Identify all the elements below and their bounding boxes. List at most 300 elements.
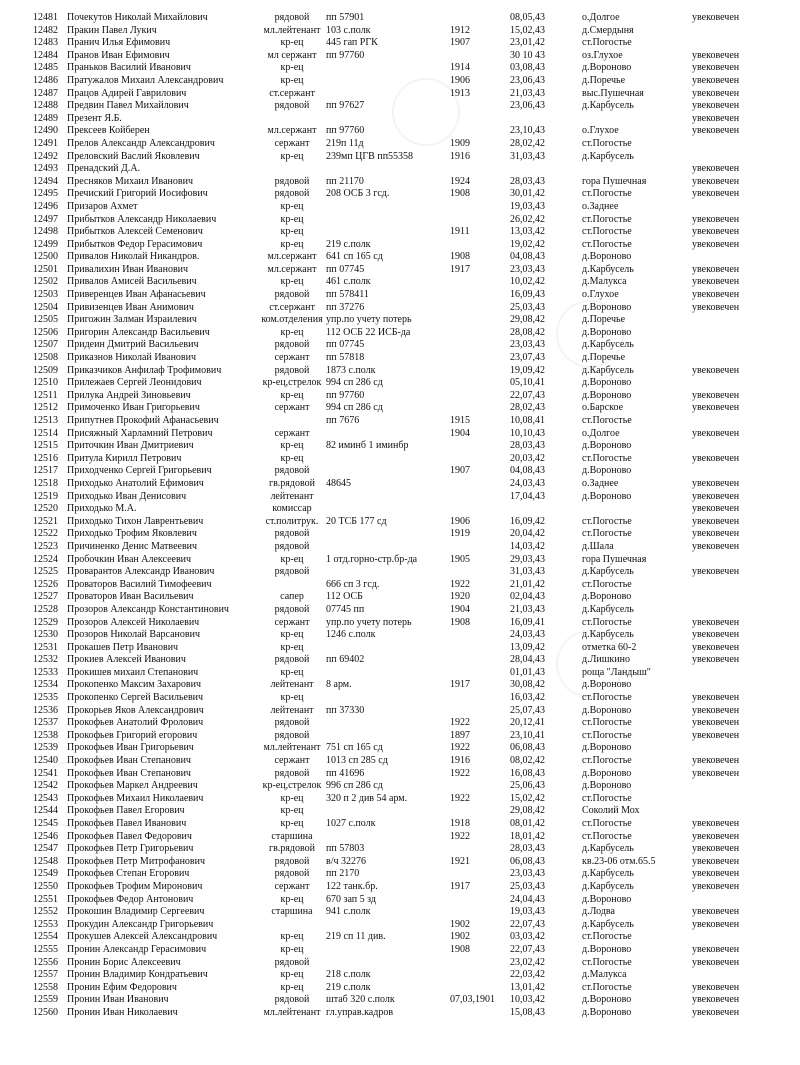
- military-unit: пп 2170: [326, 868, 360, 880]
- birth-year: 1922: [450, 742, 470, 754]
- birth-year: 1909: [450, 137, 470, 149]
- death-date: 28,02,43: [510, 402, 545, 414]
- death-date: 06,08,43: [510, 742, 545, 754]
- full-name: Прокофьев Павел Егорович: [67, 805, 185, 817]
- burial-place: ст.Погостье: [582, 37, 632, 49]
- record-number: 12498: [33, 226, 58, 238]
- burial-place: д.Вороново: [582, 377, 632, 389]
- memorial-status: увековечен: [692, 12, 740, 23]
- rank: кр-ец: [280, 440, 304, 452]
- rank: сержант: [274, 137, 310, 149]
- burial-place: ст.Погостье: [582, 528, 632, 540]
- death-date: 23,06,43: [510, 74, 545, 86]
- full-name: Прибытков Федор Герасимович: [67, 238, 203, 250]
- military-unit: 219 сп 11 див.: [326, 931, 386, 943]
- death-date: 08,01,42: [510, 818, 545, 829]
- memorial-status: увековечен: [692, 49, 740, 61]
- rank: лейтенант: [270, 704, 314, 716]
- burial-place: д.Вороново: [582, 326, 632, 338]
- rank: мл.сержант: [267, 125, 317, 137]
- rank: кр-ец: [280, 452, 304, 464]
- birth-year: 1922: [450, 830, 470, 842]
- rank: рядовой: [274, 868, 310, 880]
- death-date: 15,02,43: [510, 24, 545, 36]
- death-date: 28,03,43: [510, 843, 545, 855]
- birth-year: 1908: [450, 943, 470, 955]
- full-name: Прокофьев Маркел Андреевич: [67, 780, 198, 792]
- burial-place: д.Вороново: [582, 767, 632, 779]
- memorial-status: увековечен: [692, 175, 740, 187]
- table-row: [0, 919, 800, 932]
- birth-year: 1919: [450, 528, 470, 540]
- record-number: 12493: [33, 163, 58, 175]
- full-name: Прокишев михаил Степанович: [67, 666, 199, 678]
- memorial-status: увековечен: [692, 704, 740, 716]
- memorial-status: увековечен: [692, 112, 740, 124]
- record-number: 12551: [33, 893, 58, 905]
- memorial-status: увековечен: [692, 213, 740, 225]
- record-number: 12547: [33, 843, 58, 855]
- full-name: Причиненко Денис Матвеевич: [67, 540, 198, 552]
- rank: мл.сержант: [267, 263, 317, 275]
- memorial-status: увековечен: [692, 74, 740, 86]
- burial-place: ст.Погостье: [582, 238, 632, 250]
- full-name: Презент Я.Б.: [67, 112, 122, 124]
- death-date: 01,01,43: [510, 666, 545, 678]
- record-number: 12526: [33, 578, 58, 590]
- military-unit: пп 57901: [326, 12, 365, 23]
- full-name: Пронин Ефим Федорович: [67, 981, 177, 993]
- burial-place: ст.Погостье: [582, 981, 632, 993]
- burial-place: д.Вороново: [582, 465, 632, 477]
- table-row: [0, 894, 800, 907]
- death-date: 23,01,42: [510, 37, 545, 49]
- record-number: 12538: [33, 729, 58, 741]
- table-row: [0, 579, 800, 592]
- memorial-status: увековечен: [692, 906, 740, 918]
- full-name: Прексеев Койберен: [67, 125, 150, 137]
- record-number: 12550: [33, 880, 58, 892]
- burial-place: д.Лишкино: [582, 654, 630, 666]
- death-date: 19,03,43: [510, 906, 545, 918]
- death-date: 23,02,42: [510, 956, 545, 968]
- birth-year: 1902: [450, 931, 470, 943]
- table-row: [0, 629, 800, 642]
- death-date: 21,03,43: [510, 87, 545, 99]
- memorial-status: увековечен: [692, 276, 740, 288]
- table-row: [0, 831, 800, 844]
- death-date: 30 10 43: [510, 49, 545, 61]
- record-number: 12481: [33, 12, 58, 23]
- burial-place: ст.Погостье: [582, 818, 632, 829]
- rank: кр-ец: [280, 805, 304, 817]
- record-number: 12510: [33, 377, 58, 389]
- death-date: 16,08,43: [510, 767, 545, 779]
- military-unit: 445 гап РГК: [326, 37, 378, 49]
- rank: ст.политрук.: [265, 515, 319, 527]
- rank: рядовой: [274, 175, 310, 187]
- table-row: [0, 491, 800, 504]
- table-row: [0, 944, 800, 957]
- record-number: 12482: [33, 24, 58, 36]
- death-date: 16,09,43: [510, 289, 545, 301]
- military-unit: пп 97627: [326, 100, 365, 112]
- full-name: Присяжный Харламний Петрович: [67, 427, 213, 439]
- full-name: Пратужалов Михаил Александрович: [67, 74, 224, 86]
- military-unit: 219 с.полк: [326, 981, 371, 993]
- burial-place: ст.Погостье: [582, 717, 632, 729]
- record-number: 12531: [33, 641, 58, 653]
- death-date: 16,09,42: [510, 515, 545, 527]
- table-row: [0, 856, 800, 869]
- table-row: [0, 176, 800, 189]
- record-number: 12496: [33, 200, 58, 212]
- table-row: [0, 138, 800, 151]
- rank: сержант: [274, 352, 310, 364]
- military-unit: пп 41696: [326, 767, 365, 779]
- full-name: Прилука Андрей Зиновьевич: [67, 389, 191, 401]
- full-name: Пранич Илья Ефимович: [67, 37, 171, 49]
- burial-place: д.Карбусель: [582, 629, 634, 641]
- death-date: 25,03,43: [510, 301, 545, 313]
- burial-place: д.Смердыня: [582, 24, 634, 36]
- full-name: Прокошин Владимир Сергеевич: [67, 906, 205, 918]
- death-date: 10,03,42: [510, 994, 545, 1006]
- burial-place: д.Вороново: [582, 943, 632, 955]
- rank: ст.сержант: [269, 301, 315, 313]
- record-number: 12532: [33, 654, 58, 666]
- death-date: 05,10,41: [510, 377, 545, 389]
- rank: мл.лейтенант: [263, 1006, 321, 1018]
- burial-place: ст.Погостье: [582, 931, 632, 943]
- burial-place: д.Вороново: [582, 679, 632, 691]
- memorial-status: увековечен: [692, 515, 740, 527]
- full-name: Пронин Владимир Кондратьевич: [67, 969, 208, 981]
- table-row: [0, 302, 800, 315]
- full-name: Прибытков Александр Николаевич: [67, 213, 217, 225]
- table-row: [0, 264, 800, 277]
- death-date: 25,03,43: [510, 880, 545, 892]
- death-date: 20,12,41: [510, 717, 545, 729]
- burial-place: ст.Погостье: [582, 226, 632, 238]
- military-unit: 666 сп 3 гсд.: [326, 578, 380, 590]
- death-date: 23,10,43: [510, 125, 545, 137]
- military-unit: пп 97760: [326, 389, 365, 401]
- record-number: 12552: [33, 906, 58, 918]
- rank: рядовой: [274, 528, 310, 540]
- full-name: Примоченко Иван Григорьевич: [67, 402, 200, 414]
- record-number: 12553: [33, 918, 58, 930]
- death-date: 24,03,43: [510, 477, 545, 489]
- memorial-status: увековечен: [692, 477, 740, 489]
- rank: сержант: [274, 402, 310, 414]
- military-unit: упр.по учету потерь: [326, 616, 412, 628]
- death-date: 22,07,43: [510, 943, 545, 955]
- military-unit: 941 с.полк: [326, 906, 371, 918]
- burial-place: д.Карбусель: [582, 868, 634, 880]
- full-name: Преловский Васлий Яковлевич: [67, 150, 200, 162]
- memorial-status: увековечен: [692, 226, 740, 238]
- record-number: 12516: [33, 452, 58, 464]
- birth-year: 1897: [450, 729, 470, 741]
- full-name: Почекутов Николай Михайлович: [67, 12, 208, 23]
- death-date: 31,03,43: [510, 150, 545, 162]
- death-date: 06,08,43: [510, 855, 545, 867]
- burial-place: ст.Погостье: [582, 188, 632, 200]
- military-unit: пп 37330: [326, 704, 365, 716]
- burial-place: д.Вороново: [582, 591, 632, 603]
- death-date: 13,03,42: [510, 226, 545, 238]
- military-unit: 20 ТСБ 177 сд: [326, 515, 387, 527]
- birth-year: 1906: [450, 74, 470, 86]
- table-row: [0, 642, 800, 655]
- death-date: 19,09,42: [510, 364, 545, 376]
- record-number: 12506: [33, 326, 58, 338]
- full-name: Приходько Трофим Яковлевич: [67, 528, 197, 540]
- record-number: 12527: [33, 591, 58, 603]
- table-row: [0, 478, 800, 491]
- birth-year: 1916: [450, 150, 470, 162]
- death-date: 13,01,42: [510, 981, 545, 993]
- table-row: [0, 25, 800, 38]
- death-date: 19,02,42: [510, 238, 545, 250]
- full-name: Пренадский Д.А.: [67, 163, 141, 175]
- full-name: Прокофьев Петр Митрофанович: [67, 855, 206, 867]
- record-number: 12515: [33, 440, 58, 452]
- birth-year: 1921: [450, 855, 470, 867]
- military-unit: 1013 сп 285 сд: [326, 755, 388, 767]
- rank: комиссар: [272, 503, 312, 515]
- death-date: 14,03,42: [510, 540, 545, 552]
- table-row: [0, 352, 800, 365]
- birth-year: 1915: [450, 415, 470, 426]
- table-row: [0, 327, 800, 340]
- full-name: Прокофьев Иван Степанович: [67, 755, 191, 767]
- burial-place: д.Вороново: [582, 251, 632, 263]
- military-unit: 461 с.полк: [326, 276, 371, 288]
- memorial-status: увековечен: [692, 767, 740, 779]
- burial-place: д.Поречье: [582, 314, 626, 326]
- table-row: [0, 75, 800, 88]
- record-number: 12560: [33, 1006, 58, 1018]
- record-number: 12555: [33, 943, 58, 955]
- full-name: Прозоров Николай Варсанович: [67, 629, 200, 641]
- memorial-status: увековечен: [692, 301, 740, 313]
- military-unit: 994 сп 286 сд: [326, 377, 383, 389]
- death-date: 04,08,43: [510, 465, 545, 477]
- table-row: [0, 12, 800, 25]
- full-name: Приходько Тихон Лаврентьевич: [67, 515, 204, 527]
- death-date: 29,03,43: [510, 553, 545, 565]
- rank: кр-ец: [280, 969, 304, 981]
- record-number: 12554: [33, 931, 58, 943]
- record-number: 12522: [33, 528, 58, 540]
- full-name: Прокорьев Яков Александрович: [67, 704, 204, 716]
- record-number: 12495: [33, 188, 58, 200]
- record-number: 12520: [33, 503, 58, 515]
- burial-place: ст.Погостье: [582, 137, 632, 149]
- record-number: 12486: [33, 74, 58, 86]
- death-date: 30,08,42: [510, 679, 545, 691]
- rank: лейтенант: [270, 490, 314, 502]
- record-number: 12525: [33, 566, 58, 578]
- burial-place: д.Карбусель: [582, 150, 634, 162]
- full-name: Приходько Иван Денисович: [67, 490, 187, 502]
- table-row: [0, 742, 800, 755]
- birth-year: 1911: [450, 226, 470, 238]
- death-date: 25,06,43: [510, 780, 545, 792]
- record-number: 12519: [33, 490, 58, 502]
- table-row: [0, 516, 800, 529]
- full-name: Привалихин Иван Иванович: [67, 263, 189, 275]
- rank: рядовой: [274, 767, 310, 779]
- rank: мл.лейтенант: [263, 742, 321, 754]
- memorial-status: увековечен: [692, 1006, 740, 1018]
- table-row: [0, 390, 800, 403]
- record-number: 12485: [33, 62, 58, 74]
- rank: рядовой: [274, 717, 310, 729]
- death-date: 04,08,43: [510, 251, 545, 263]
- table-row: [0, 780, 800, 793]
- table-row: [0, 730, 800, 743]
- birth-year: 1917: [450, 880, 470, 892]
- full-name: Приходько Анатолий Ефимович: [67, 477, 204, 489]
- memorial-status: увековечен: [692, 629, 740, 641]
- birth-year: 1920: [450, 591, 470, 603]
- full-name: Прокофьев Степан Егорович: [67, 868, 190, 880]
- death-date: 23,03,43: [510, 868, 545, 880]
- military-unit: гл.управ.кадров: [326, 1006, 394, 1018]
- full-name: Прозоров Александр Константинович: [67, 603, 229, 615]
- memorial-status: увековечен: [692, 427, 740, 439]
- table-row: [0, 755, 800, 768]
- burial-place: д.Вороново: [582, 301, 632, 313]
- table-row: [0, 453, 800, 466]
- record-number: 12491: [33, 137, 58, 149]
- memorial-status: увековечен: [692, 566, 740, 578]
- full-name: Проваторов Василий Тимофеевич: [67, 578, 212, 590]
- table-row: [0, 339, 800, 352]
- record-number: 12483: [33, 37, 58, 49]
- record-number: 12514: [33, 427, 58, 439]
- full-name: Пригорин Александр Васильевич: [67, 326, 210, 338]
- rank: кр-ец: [280, 37, 304, 49]
- memorial-status: увековечен: [692, 868, 740, 880]
- table-row: [0, 402, 800, 415]
- burial-place: д.Вороново: [582, 893, 632, 905]
- rank: рядовой: [274, 188, 310, 200]
- record-number: 12505: [33, 314, 58, 326]
- table-row: [0, 881, 800, 894]
- burial-place: ст.Погостье: [582, 616, 632, 628]
- memorial-status: увековечен: [692, 238, 740, 250]
- table-row: [0, 541, 800, 554]
- death-date: 16,09,41: [510, 616, 545, 628]
- full-name: Прокофьев Павел Федорович: [67, 830, 192, 842]
- full-name: Привалов Амисей Васильевич: [67, 276, 197, 288]
- record-number: 12489: [33, 112, 58, 124]
- table-row: [0, 251, 800, 264]
- rank: кр-ец: [280, 276, 304, 288]
- death-date: 03,08,43: [510, 62, 545, 74]
- burial-place: о.Глухое: [582, 289, 619, 301]
- record-number: 12503: [33, 289, 58, 301]
- birth-year: 1917: [450, 263, 470, 275]
- burial-place: д.Карбусель: [582, 100, 634, 112]
- memorial-status: увековечен: [692, 616, 740, 628]
- record-number: 12548: [33, 855, 58, 867]
- table-row: [0, 591, 800, 604]
- death-date: 15,08,43: [510, 1006, 545, 1018]
- record-number: 12509: [33, 364, 58, 376]
- rank: старшина: [271, 906, 313, 918]
- rank: гв.рядовой: [268, 843, 315, 855]
- table-row: [0, 100, 800, 113]
- memorial-status: увековечен: [692, 729, 740, 741]
- military-unit: пп 97760: [326, 125, 365, 137]
- birth-year: 1904: [450, 603, 470, 615]
- birth-year: 1922: [450, 792, 470, 804]
- memorial-status: увековечен: [692, 188, 740, 200]
- full-name: Приточкин Иван Дмитриевич: [67, 440, 194, 452]
- rank: сержант: [274, 427, 310, 439]
- memorial-status: увековечен: [692, 654, 740, 666]
- full-name: Прокофьев Григорий егорович: [67, 729, 198, 741]
- full-name: Проварантов Александр Иванович: [67, 566, 215, 578]
- military-unit: 994 сп 286 сд: [326, 402, 383, 414]
- full-name: Прокашев Петр Иванович: [67, 641, 179, 653]
- table-row: [0, 365, 800, 378]
- burial-place: о.Долгое: [582, 12, 620, 23]
- death-date: 18,01,42: [510, 830, 545, 842]
- record-number: 12533: [33, 666, 58, 678]
- burial-place: оз.Глухое: [582, 49, 623, 61]
- full-name: Прокофьев Павел Иванович: [67, 818, 187, 829]
- memorial-status: увековечен: [692, 100, 740, 112]
- death-date: 25,07,43: [510, 704, 545, 716]
- burial-place: д.Карбусель: [582, 364, 634, 376]
- burial-place: о.Заднее: [582, 477, 619, 489]
- table-row: [0, 239, 800, 252]
- table-row: [0, 88, 800, 101]
- record-number: 12556: [33, 956, 58, 968]
- full-name: Прокофьев Трофим Миронович: [67, 880, 203, 892]
- table-row: [0, 705, 800, 718]
- birth-year: 1908: [450, 616, 470, 628]
- death-date: 28,03,43: [510, 440, 545, 452]
- table-row: [0, 415, 800, 428]
- record-number: 12490: [33, 125, 58, 137]
- table-row: [0, 818, 800, 831]
- full-name: Пречиский Григорий Иосифович: [67, 188, 208, 200]
- military-unit: пп 37276: [326, 301, 365, 313]
- birth-year: 1924: [450, 175, 470, 187]
- rank: мл сержант: [267, 49, 317, 61]
- table-row: [0, 113, 800, 126]
- memorial-status: увековечен: [692, 943, 740, 955]
- memorial-status: увековечен: [692, 490, 740, 502]
- memorial-status: увековечен: [692, 402, 740, 414]
- birth-year: 1905: [450, 553, 470, 565]
- memorial-status: увековечен: [692, 692, 740, 704]
- death-date: 31,03,43: [510, 566, 545, 578]
- memorial-status: увековечен: [692, 163, 740, 175]
- memorial-status: увековечен: [692, 452, 740, 464]
- full-name: Прокушев Алексей Александрович: [67, 931, 218, 943]
- full-name: Пресняков Михаил Иванович: [67, 175, 193, 187]
- record-number: 12488: [33, 100, 58, 112]
- burial-place: ст.Погостье: [582, 729, 632, 741]
